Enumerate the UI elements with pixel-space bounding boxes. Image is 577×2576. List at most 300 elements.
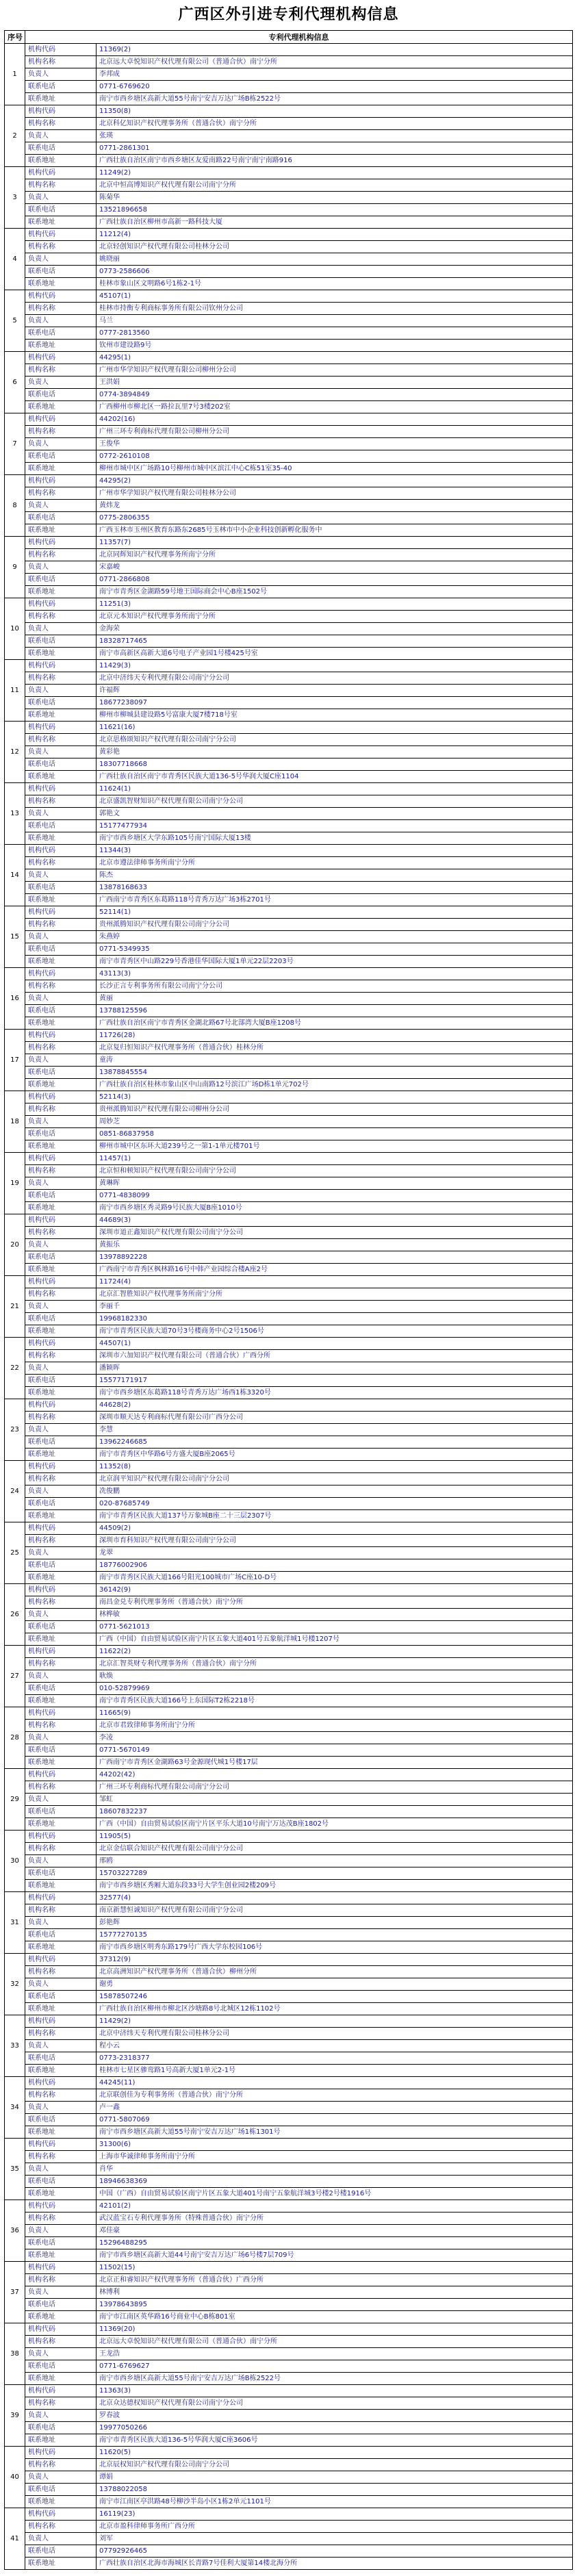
field-label: 联系地址	[25, 2496, 97, 2508]
table-row	[5, 1917, 573, 1929]
table-row	[5, 1535, 573, 1547]
table-row	[5, 1140, 573, 1153]
table-row	[5, 561, 573, 574]
field-label: 联系地址	[25, 1140, 97, 1153]
field-label: 机构代码	[25, 105, 97, 118]
field-label: 负责人	[25, 2102, 97, 2114]
agency-seq: 16	[5, 968, 25, 1030]
agency-seq: 21	[5, 1276, 25, 1338]
agency-name: 广州三环专利商标代理有限公司南宁分公司	[97, 1781, 573, 1794]
field-label: 负责人	[25, 561, 97, 574]
agency-address: 南宁市西乡塘区高新大道55号南宁安吉万达广场1栋1301号	[97, 2126, 573, 2139]
field-label: 机构代码	[25, 1091, 97, 1104]
table-row	[5, 192, 573, 204]
table-row	[5, 1387, 573, 1399]
field-label: 机构名称	[25, 672, 97, 685]
field-label: 联系地址	[25, 1264, 97, 1276]
agency-name: 广州市华学知识产权代理有限公司桂林分公司	[97, 487, 573, 500]
table-row	[5, 857, 573, 869]
field-label: 联系地址	[25, 709, 97, 722]
agency-seq: 27	[5, 1646, 25, 1707]
table-row	[5, 869, 573, 882]
table-row	[5, 1350, 573, 1362]
field-label: 联系地址	[25, 1202, 97, 1214]
agency-name: 广州市华学知识产权代理有限公司柳州分公司	[97, 364, 573, 377]
field-label: 联系电话	[25, 142, 97, 155]
agency-head: 黄丽	[97, 993, 573, 1005]
field-label: 联系地址	[25, 1510, 97, 1522]
agency-address: 南宁市青秀区民族大道70号3号楼商务中心2号1506号	[97, 1325, 573, 1338]
table-row	[5, 1251, 573, 1264]
field-label: 机构代码	[25, 2508, 97, 2521]
agency-address: 南宁市青秀区民族大道136-5号华润大厦C座3606号	[97, 2434, 573, 2447]
table-row	[5, 1695, 573, 1707]
agency-phone: 19977050266	[97, 2422, 573, 2434]
agency-address: 广西壮族自治区柳州市柳北区沙塘路8号北城区12栋1102号	[97, 2003, 573, 2015]
agency-seq: 18	[5, 1091, 25, 1153]
table-row	[5, 2348, 573, 2360]
field-label: 联系电话	[25, 1621, 97, 1633]
agency-code: 43113(3)	[97, 968, 573, 980]
agency-name: 广州三环专利商标代理有限公司柳州分公司	[97, 426, 573, 438]
field-label: 机构代码	[25, 845, 97, 857]
agency-name: 北京盛凯智财知识产权代理有限公司南宁分公司	[97, 795, 573, 808]
field-label: 联系电话	[25, 758, 97, 771]
table-row	[5, 389, 573, 401]
agency-phone: 18328717465	[97, 635, 573, 648]
field-label: 联系电话	[25, 882, 97, 894]
table-row	[5, 1831, 573, 1843]
field-label: 联系地址	[25, 2003, 97, 2015]
table-row	[5, 1769, 573, 1781]
field-label: 机构名称	[25, 1658, 97, 1670]
agency-address: 广西（中国）自由贸易试验区南宁片区平乐大道10号南宁万达茂B座1802号	[97, 1818, 573, 1831]
agency-seq: 30	[5, 1831, 25, 1892]
agency-name: 北京轻创知识产权代理有限公司桂林分公司	[97, 241, 573, 253]
field-label: 联系地址	[25, 93, 97, 105]
table-row	[5, 1572, 573, 1584]
agency-seq: 1	[5, 44, 25, 105]
field-label: 联系地址	[25, 1325, 97, 1338]
table-row	[5, 1646, 573, 1658]
field-label: 机构名称	[25, 364, 97, 377]
field-label: 机构名称	[25, 1104, 97, 1116]
agency-name: 北京润平知识产权代理有限公司南宁分公司	[97, 1473, 573, 1485]
field-label: 负责人	[25, 1609, 97, 1621]
field-label: 机构名称	[25, 1781, 97, 1794]
agency-phone: 13978643895	[97, 2299, 573, 2311]
agency-code: 11502(15)	[97, 2262, 573, 2274]
field-label: 机构名称	[25, 857, 97, 869]
table-row	[5, 734, 573, 746]
field-label: 联系电话	[25, 2360, 97, 2373]
table-row	[5, 2200, 573, 2212]
agency-phone: 18946638369	[97, 2176, 573, 2188]
agency-seq: 38	[5, 2323, 25, 2385]
agency-code: 44507(1)	[97, 1338, 573, 1350]
agency-phone: 010-52879969	[97, 1683, 573, 1695]
agency-phone: 15703227289	[97, 1867, 573, 1880]
table-row	[5, 524, 573, 537]
table-row	[5, 2077, 573, 2089]
table-row	[5, 758, 573, 771]
agency-head: 邢鸥	[97, 1855, 573, 1867]
agency-address: 广西柳州市柳北区一路拉瓦里7号3楼202室	[97, 401, 573, 413]
agency-head: 谢勇	[97, 1978, 573, 1991]
agency-name: 北京正和睿知识产权代理事务所（普通合伙）广西分所	[97, 2274, 573, 2286]
agency-address: 广西壮族自治区南宁市西乡塘区友爱南路22号南宁南宁南路916	[97, 155, 573, 167]
table-row	[5, 1966, 573, 1978]
table-row	[5, 549, 573, 561]
field-label: 联系地址	[25, 956, 97, 968]
table-row	[5, 956, 573, 968]
agency-phone: 0771-2861301	[97, 142, 573, 155]
table-row	[5, 2015, 573, 2028]
field-label: 联系电话	[25, 2484, 97, 2496]
agency-seq: 25	[5, 1522, 25, 1584]
field-label: 机构代码	[25, 968, 97, 980]
table-row	[5, 1744, 573, 1757]
agency-phone: 13878168633	[97, 882, 573, 894]
field-label: 机构代码	[25, 1646, 97, 1658]
agency-address: 广西南宁市青秀区金湖路63号金源现代城1号楼17层	[97, 1757, 573, 1769]
table-row	[5, 426, 573, 438]
header-seq: 序号	[5, 31, 25, 44]
field-label: 联系电话	[25, 574, 97, 586]
field-label: 机构代码	[25, 1584, 97, 1596]
field-label: 负责人	[25, 1177, 97, 1190]
agency-name: 北京高洲知识产权代理事务所（普通合伙）柳州分所	[97, 1966, 573, 1978]
field-label: 联系电话	[25, 1313, 97, 1325]
agency-head: 王洪娟	[97, 377, 573, 389]
table-row	[5, 1978, 573, 1991]
field-label: 机构名称	[25, 303, 97, 315]
field-label: 联系地址	[25, 1572, 97, 1584]
agency-name: 北京中济纬天专利代理有限公司南宁分公司	[97, 672, 573, 685]
agency-head: 肖华	[97, 2163, 573, 2176]
field-label: 负责人	[25, 1917, 97, 1929]
agency-head: 许福辉	[97, 685, 573, 697]
agency-code: 11251(3)	[97, 598, 573, 611]
field-label: 负责人	[25, 2410, 97, 2422]
table-row	[5, 2188, 573, 2200]
agency-code: 11905(5)	[97, 1831, 573, 1843]
agency-address: 广西南宁市青秀区枫林路16号中韩产业园综合楼A座2号	[97, 1264, 573, 1276]
table-row	[5, 1190, 573, 1202]
agency-code: 44202(16)	[97, 413, 573, 426]
agency-code: 11363(3)	[97, 2385, 573, 2397]
field-label: 联系电话	[25, 512, 97, 524]
agency-code: 44295(1)	[97, 352, 573, 364]
field-label: 联系地址	[25, 2126, 97, 2139]
field-label: 机构代码	[25, 2015, 97, 2028]
agency-name: 北京中恒高博知识产权代理有限公司南宁分所	[97, 179, 573, 192]
table-row	[5, 1227, 573, 1239]
agency-address: 南宁市青秀区金湖路59号地王国际商会中心B座1502号	[97, 586, 573, 598]
field-label: 机构代码	[25, 1892, 97, 1904]
agency-phone: 19968182330	[97, 1313, 573, 1325]
table-body	[5, 44, 573, 2570]
table-row	[5, 1276, 573, 1288]
table-row	[5, 2323, 573, 2336]
agency-head: 李凌	[97, 1732, 573, 1744]
field-label: 负责人	[25, 192, 97, 204]
field-label: 机构代码	[25, 783, 97, 795]
agency-seq: 31	[5, 1892, 25, 1954]
field-label: 机构代码	[25, 167, 97, 179]
field-label: 负责人	[25, 1547, 97, 1559]
field-label: 负责人	[25, 2225, 97, 2237]
table-row	[5, 1892, 573, 1904]
field-label: 联系电话	[25, 1190, 97, 1202]
agency-address: 柳州市城中区广场路10号柳州市城中区滨江中心C栋51室35-40	[97, 463, 573, 475]
agency-head: 童涛	[97, 1054, 573, 1067]
agency-name: 南昌金兑专利代理事务所（普通合伙）南宁分所	[97, 1596, 573, 1609]
agency-seq: 15	[5, 906, 25, 968]
agency-phone: 0771-5349935	[97, 943, 573, 956]
agency-name: 北京恒和顿知识产权代理有限公司南宁分公司	[97, 1165, 573, 1177]
field-label: 机构代码	[25, 1707, 97, 1720]
agency-name: 长沙正言专利事务所有限公司南宁分公司	[97, 980, 573, 993]
table-row	[5, 130, 573, 142]
field-label: 联系电话	[25, 2422, 97, 2434]
agency-code: 44245(11)	[97, 2077, 573, 2089]
field-label: 负责人	[25, 68, 97, 81]
table-row	[5, 1054, 573, 1067]
agency-seq: 26	[5, 1584, 25, 1646]
agency-address: 南宁市西乡塘区大学东路105号南宁国际大厦13楼	[97, 832, 573, 845]
agency-head: 郭艳文	[97, 808, 573, 820]
table-row	[5, 2533, 573, 2545]
agency-code: 45107(1)	[97, 290, 573, 303]
field-label: 机构代码	[25, 352, 97, 364]
agency-code: 36142(9)	[97, 1584, 573, 1596]
table-row	[5, 327, 573, 340]
field-label: 联系地址	[25, 832, 97, 845]
table-row	[5, 709, 573, 722]
agency-code: 11249(2)	[97, 167, 573, 179]
field-label: 机构名称	[25, 1412, 97, 1424]
table-row	[5, 2496, 573, 2508]
table-row	[5, 1239, 573, 1251]
agency-address: 钦州市建设路9号	[97, 340, 573, 352]
table-row	[5, 783, 573, 795]
agency-code: 52114(1)	[97, 906, 573, 919]
table-row	[5, 1621, 573, 1633]
agency-seq: 41	[5, 2508, 25, 2570]
agency-name: 北京同辉知识产权代理事务所南宁分所	[97, 549, 573, 561]
table-row	[5, 1794, 573, 1806]
field-label: 联系电话	[25, 2237, 97, 2249]
agency-phone: 13788022058	[97, 2484, 573, 2496]
table-row	[5, 931, 573, 943]
field-label: 机构代码	[25, 2323, 97, 2336]
agency-head: 王俊华	[97, 438, 573, 450]
table-row	[5, 352, 573, 364]
table-row	[5, 1264, 573, 1276]
agency-head: 冼俊鹏	[97, 1485, 573, 1498]
agency-name: 桂林市持衡专利商标事务所有限公司钦州分公司	[97, 303, 573, 315]
field-label: 机构代码	[25, 1831, 97, 1843]
agency-code: 52114(3)	[97, 1091, 573, 1104]
agency-head: 李慧	[97, 1424, 573, 1436]
agency-address: 南宁市青秀区中华路6号方盛大厦B座2065号	[97, 1449, 573, 1461]
field-label: 机构名称	[25, 2089, 97, 2102]
agency-code: 44689(3)	[97, 1214, 573, 1227]
agency-phone: 0777-2813560	[97, 327, 573, 340]
table-row	[5, 2471, 573, 2484]
field-label: 联系地址	[25, 894, 97, 906]
field-label: 机构代码	[25, 475, 97, 487]
field-label: 联系电话	[25, 1867, 97, 1880]
field-label: 机构名称	[25, 1596, 97, 1609]
field-label: 负责人	[25, 1670, 97, 1683]
agency-address: 南宁市青秀区民族大道166号阳光100城市广场C座10-D号	[97, 1572, 573, 1584]
agency-seq: 39	[5, 2385, 25, 2447]
agency-head: 邹虹	[97, 1794, 573, 1806]
agency-address: 南宁市青秀区民族大道137号万象城B座二十三层2307号	[97, 1510, 573, 1522]
table-row	[5, 1806, 573, 1818]
agency-phone: 0771-6769627	[97, 2360, 573, 2373]
table-row	[5, 2114, 573, 2126]
field-label: 负责人	[25, 2348, 97, 2360]
field-label: 机构名称	[25, 179, 97, 192]
field-label: 负责人	[25, 1855, 97, 1867]
agency-address: 广西壮族自治区南宁市青秀区民族大道136-5号华润大厦C座1104	[97, 771, 573, 783]
field-label: 机构名称	[25, 487, 97, 500]
table-row	[5, 2163, 573, 2176]
field-label: 联系电话	[25, 450, 97, 463]
field-label: 联系电话	[25, 2545, 97, 2558]
field-label: 机构代码	[25, 722, 97, 734]
agency-code: 11665(9)	[97, 1707, 573, 1720]
field-label: 联系地址	[25, 2249, 97, 2262]
agency-name: 北京市遵法律师事务所南宁分所	[97, 857, 573, 869]
agency-seq: 33	[5, 2015, 25, 2077]
agency-phone: 15777270135	[97, 1929, 573, 1941]
agency-seq: 28	[5, 1707, 25, 1769]
field-label: 机构名称	[25, 2336, 97, 2348]
table-row	[5, 1301, 573, 1313]
agency-name: 深圳市顺天达专利商标代理有限公司广西分公司	[97, 1412, 573, 1424]
agency-head: 耿焕	[97, 1670, 573, 1683]
agency-code: 11726(28)	[97, 1030, 573, 1042]
field-label: 负责人	[25, 808, 97, 820]
field-label: 联系电话	[25, 1005, 97, 1017]
table-row	[5, 142, 573, 155]
agency-head: 李丽千	[97, 1301, 573, 1313]
agency-code: 11344(3)	[97, 845, 573, 857]
table-row	[5, 894, 573, 906]
agency-name: 深圳市道正鑫知识产权代理有限公司南宁分公司	[97, 1227, 573, 1239]
field-label: 机构名称	[25, 2151, 97, 2163]
field-label: 联系地址	[25, 1387, 97, 1399]
table-row	[5, 2397, 573, 2410]
agency-head: 潘颖晖	[97, 1362, 573, 1375]
agency-name: 北京汇智英财专利代理事务所（普通合伙）南宁分所	[97, 1658, 573, 1670]
table-row	[5, 1732, 573, 1744]
agency-code: 11724(4)	[97, 1276, 573, 1288]
agency-address: 南宁市西乡塘区秀灵路9号民族大厦B座1010号	[97, 1202, 573, 1214]
field-label: 负责人	[25, 1424, 97, 1436]
agency-phone: 0772-2610108	[97, 450, 573, 463]
table-row	[5, 2249, 573, 2262]
agency-seq: 35	[5, 2139, 25, 2200]
table-row	[5, 216, 573, 229]
table-row	[5, 1202, 573, 1214]
agency-address: 广西玉林市玉州区教育东路东2685号玉林市中小企业科技创新孵化服务中	[97, 524, 573, 537]
agency-name: 北京远大卓悦知识产权代理有限公司（普通合伙）南宁分所	[97, 56, 573, 68]
table-row	[5, 1855, 573, 1867]
field-label: 联系地址	[25, 1818, 97, 1831]
table-row	[5, 722, 573, 734]
field-label: 机构代码	[25, 229, 97, 241]
table-row	[5, 167, 573, 179]
field-label: 联系地址	[25, 2311, 97, 2323]
agency-phone: 0771-5807069	[97, 2114, 573, 2126]
table-row	[5, 845, 573, 857]
field-label: 机构代码	[25, 1769, 97, 1781]
field-label: 联系地址	[25, 1941, 97, 1954]
table-row	[5, 1375, 573, 1387]
agency-code: 11457(1)	[97, 1153, 573, 1165]
table-row	[5, 500, 573, 512]
agency-seq: 7	[5, 413, 25, 475]
table-row	[5, 746, 573, 758]
table-row	[5, 1116, 573, 1128]
field-label: 联系地址	[25, 586, 97, 598]
table-row	[5, 1104, 573, 1116]
field-label: 机构名称	[25, 795, 97, 808]
field-label: 联系电话	[25, 2176, 97, 2188]
agency-address: 广西壮族自治区桂林市象山区中山南路12号滨江广场D栋1单元702号	[97, 1079, 573, 1091]
field-label: 机构代码	[25, 1276, 97, 1288]
table-row	[5, 1128, 573, 1140]
agency-seq: 14	[5, 845, 25, 906]
field-label: 负责人	[25, 1054, 97, 1067]
field-label: 机构名称	[25, 1535, 97, 1547]
table-row	[5, 1609, 573, 1621]
agency-address: 南宁市西乡塘区明秀东路179号广西大学东校园106号	[97, 1941, 573, 1954]
agency-name: 北京元本知识产权代理事务所南宁分所	[97, 611, 573, 623]
agency-phone: 0771-5670149	[97, 1744, 573, 1757]
field-label: 联系地址	[25, 524, 97, 537]
field-label: 机构代码	[25, 906, 97, 919]
agency-phone: 18677238097	[97, 697, 573, 709]
agency-code: 44295(2)	[97, 475, 573, 487]
agency-seq: 37	[5, 2262, 25, 2323]
table-row	[5, 2508, 573, 2521]
agency-phone: 15878507246	[97, 1991, 573, 2003]
table-row	[5, 278, 573, 290]
field-label: 负责人	[25, 315, 97, 327]
agency-address: 广西南宁市青秀区东葛路118号青秀万达广场3栋2701号	[97, 894, 573, 906]
table-row	[5, 179, 573, 192]
agency-code: 11621(16)	[97, 722, 573, 734]
agency-seq: 32	[5, 1954, 25, 2015]
field-label: 联系电话	[25, 697, 97, 709]
agency-name: 贵州派腾知识产权代理有限公司柳州分公司	[97, 1104, 573, 1116]
agency-phone: 15177477934	[97, 820, 573, 832]
table-row	[5, 1941, 573, 1954]
agency-phone: 0775-2806355	[97, 512, 573, 524]
table-row	[5, 1436, 573, 1449]
table-row	[5, 401, 573, 413]
agency-head: 龙翠	[97, 1547, 573, 1559]
field-label: 联系电话	[25, 204, 97, 216]
table-row	[5, 1485, 573, 1498]
agency-name: 北京众达德权知识产权代理有限公司南宁分公司	[97, 2397, 573, 2410]
